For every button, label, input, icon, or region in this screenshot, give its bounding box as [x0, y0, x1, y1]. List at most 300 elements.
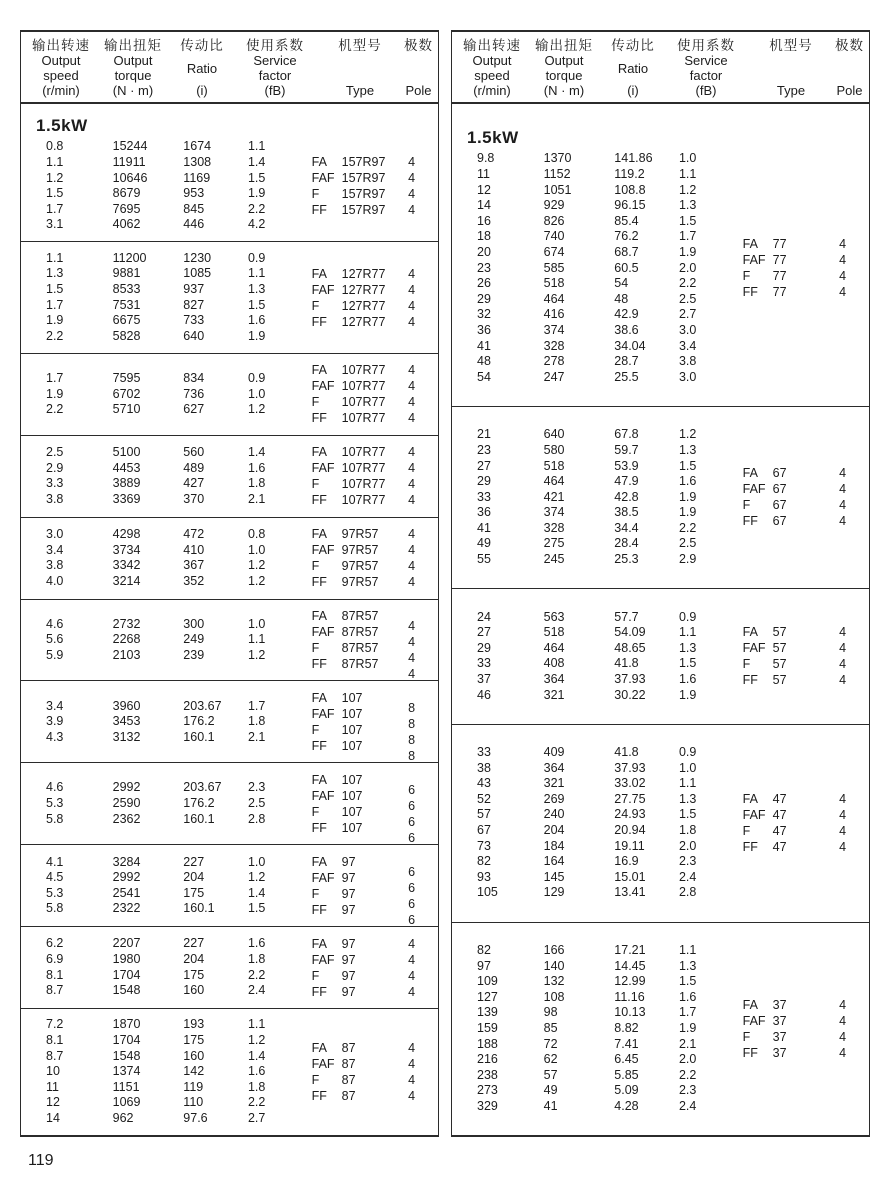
- type-value: [743, 624, 840, 640]
- type-prefix: FF: [311, 314, 327, 329]
- output-torque-value: 2590: [112, 796, 141, 810]
- output-torque-value: 1980: [112, 951, 141, 966]
- specs-table-left: [20, 30, 439, 1137]
- ratio-value: 20.94: [614, 823, 646, 838]
- output-speed-value: 36: [477, 323, 491, 337]
- ratio-value: 37.93: [614, 760, 646, 775]
- type-model: 57: [772, 641, 787, 656]
- type-model: 97: [341, 984, 356, 999]
- torque-column: [113, 780, 184, 827]
- type-value: [312, 936, 409, 952]
- type-column: [312, 936, 409, 1000]
- output-speed-value: 159: [477, 1020, 498, 1035]
- service-factor-value: 1.5: [247, 297, 266, 312]
- service-factor-value: 2.2: [678, 276, 697, 291]
- type-value: [312, 738, 409, 754]
- type-prefix: FF: [311, 657, 327, 672]
- spec-group: [21, 844, 438, 926]
- ratio-value: 25.3: [614, 552, 639, 567]
- type-model: 97: [341, 854, 356, 869]
- output-speed-value: 82: [477, 854, 491, 869]
- output-speed-value: 7.2: [46, 1017, 64, 1032]
- service-factor-value: 1.3: [247, 282, 266, 297]
- header-service-en1: Service: [253, 53, 297, 68]
- ratio-column: [614, 745, 679, 901]
- ratio-value: 160: [183, 1048, 205, 1063]
- service-factor-value: 2.4: [678, 869, 697, 884]
- output-speed-value: 3.3: [46, 476, 64, 491]
- output-torque-value: 2992: [112, 780, 141, 795]
- service-factor-value: 1.6: [247, 313, 266, 328]
- header-service-factor: [664, 38, 748, 98]
- ratio-value: 57.7: [614, 609, 639, 624]
- ratio-value: 96.15: [614, 198, 646, 213]
- service-factor-value: 2.0: [678, 838, 697, 853]
- output-speed-value: 54: [477, 369, 491, 384]
- pole-value: 4: [408, 493, 416, 508]
- fb-column: [248, 617, 312, 664]
- service-factor-value: 1.8: [247, 476, 266, 491]
- type-model: 87: [341, 1041, 356, 1056]
- header-ratio-zh: 传动比: [180, 38, 224, 53]
- service-factor-value: 1.6: [678, 671, 697, 686]
- pole-value: 4: [839, 792, 847, 807]
- output-torque-value: 8679: [112, 186, 141, 201]
- service-factor-value: 1.3: [678, 442, 697, 457]
- output-speed-value: 12: [46, 1095, 60, 1110]
- speed-column: [46, 855, 113, 917]
- output-speed-value: 1.3: [46, 266, 64, 281]
- type-prefix: FF: [742, 840, 758, 855]
- ratio-value: 834: [183, 370, 205, 385]
- service-factor-value: 2.2: [247, 201, 266, 216]
- ratio-value: 627: [183, 402, 205, 417]
- output-torque-value: 8533: [112, 282, 141, 297]
- output-speed-value: 5.6: [46, 632, 64, 647]
- output-torque-value: 518: [543, 276, 565, 291]
- service-factor-value: 1.1: [678, 776, 697, 791]
- header-service-unit: (fB): [264, 83, 286, 98]
- pole-value: 6: [408, 912, 416, 927]
- pole-value: 6: [408, 880, 416, 895]
- ratio-value: 28.7: [614, 354, 639, 369]
- service-factor-value: 2.5: [247, 796, 266, 810]
- ratio-value: 33.02: [614, 776, 646, 791]
- type-value: [312, 314, 409, 330]
- output-speed-value: 11: [46, 1079, 59, 1094]
- speed-column: [477, 745, 544, 901]
- type-model: 107R77: [341, 411, 386, 426]
- service-factor-value: 1.1: [678, 625, 697, 640]
- pole-value: 4: [839, 808, 847, 823]
- output-speed-value: 3.1: [46, 217, 64, 232]
- output-torque-value: 421: [543, 489, 565, 504]
- type-column: [312, 362, 409, 426]
- service-factor-value: 1.8: [247, 714, 266, 729]
- type-prefix: FF: [311, 738, 327, 753]
- type-model: 107: [341, 722, 363, 737]
- output-speed-value: 216: [477, 1052, 498, 1067]
- type-value: [312, 706, 409, 722]
- output-speed-value: 29: [477, 291, 491, 306]
- header-ratio: [171, 38, 233, 98]
- header-speed-en2: speed: [474, 68, 510, 83]
- output-torque-value: 108: [543, 989, 565, 1004]
- output-speed-value: 48: [477, 354, 491, 369]
- type-model: 57: [772, 673, 787, 688]
- spec-group: [21, 762, 438, 844]
- type-model: 97: [341, 968, 356, 983]
- output-speed-value: 27: [477, 458, 491, 473]
- type-prefix: F: [311, 968, 320, 983]
- type-prefix: FAF: [742, 482, 766, 497]
- output-torque-value: 4298: [112, 526, 141, 541]
- pole-value: 8: [408, 700, 416, 715]
- type-value: [312, 574, 409, 590]
- header-type-zh: 机型号: [769, 38, 813, 53]
- pole-column: [408, 526, 438, 590]
- output-speed-value: 8.7: [46, 1048, 64, 1063]
- type-value: [312, 984, 409, 1000]
- type-model: 107: [341, 690, 363, 705]
- header-output-torque: [526, 38, 602, 98]
- output-torque-value: 85: [543, 1020, 558, 1035]
- service-factor-value: 1.4: [247, 445, 266, 460]
- type-prefix: FA: [742, 237, 758, 252]
- header-speed-en1: Output: [41, 53, 81, 68]
- type-model: 67: [772, 498, 787, 513]
- type-prefix: FAF: [311, 952, 335, 967]
- output-torque-value: 166: [543, 942, 565, 957]
- type-value: [743, 1029, 840, 1045]
- type-model: 87R57: [341, 657, 379, 672]
- output-torque-value: 5828: [112, 328, 141, 343]
- header-output-speed: [27, 38, 95, 98]
- header-pole: [834, 38, 865, 98]
- type-prefix: FAF: [311, 1057, 335, 1072]
- power-rating-label: 1.5kW: [467, 128, 519, 148]
- output-torque-value: 1374: [112, 1064, 141, 1079]
- type-prefix: F: [742, 657, 751, 672]
- type-value: [312, 772, 409, 788]
- pole-value: 4: [408, 461, 416, 476]
- type-value: [312, 1040, 409, 1056]
- header-type: [317, 38, 403, 98]
- header-torque-en1: Output: [544, 53, 584, 68]
- output-torque-value: 1704: [112, 1033, 141, 1048]
- ratio-value: 27.75: [614, 791, 646, 806]
- ratio-value: 427: [183, 476, 205, 491]
- type-value: [743, 839, 840, 855]
- ratio-value: 227: [183, 936, 205, 951]
- service-factor-value: 1.8: [247, 1079, 266, 1094]
- output-torque-value: 3132: [112, 729, 141, 744]
- type-column: [312, 154, 409, 218]
- pole-value: 4: [408, 1089, 416, 1104]
- header-output-speed: [458, 38, 526, 98]
- output-speed-value: 2.9: [46, 460, 64, 475]
- ratio-value: 352: [183, 573, 205, 588]
- speed-column: [46, 139, 113, 233]
- ratio-value: 14.45: [614, 958, 646, 973]
- service-factor-value: 1.4: [247, 1048, 266, 1063]
- type-value: [312, 854, 409, 870]
- pole-value: 4: [408, 445, 416, 460]
- type-column: [312, 608, 409, 672]
- pole-value: 4: [839, 824, 847, 839]
- ratio-column: [183, 855, 248, 917]
- type-value: [743, 823, 840, 839]
- ratio-column: [183, 699, 248, 746]
- service-factor-value: 2.1: [247, 729, 266, 744]
- output-speed-value: 238: [477, 1067, 498, 1082]
- output-torque-value: 321: [543, 776, 565, 791]
- spec-group-body: [21, 772, 438, 845]
- torque-column: [113, 936, 184, 998]
- output-speed-value: 41: [477, 520, 491, 535]
- output-speed-value: 36: [477, 505, 491, 520]
- spec-group: [452, 724, 869, 922]
- type-column: [312, 772, 409, 836]
- type-column: [743, 624, 840, 688]
- output-torque-value: 4062: [112, 217, 141, 232]
- type-value: [312, 640, 409, 656]
- type-model: 77: [772, 237, 787, 252]
- type-model: 97: [341, 936, 356, 951]
- output-speed-value: 10: [46, 1064, 60, 1079]
- type-value: [743, 1045, 840, 1061]
- pole-column: [408, 864, 438, 928]
- output-torque-value: 740: [543, 229, 565, 244]
- service-factor-value: 4.2: [247, 217, 266, 232]
- ratio-value: 7.41: [614, 1036, 639, 1051]
- type-prefix: FF: [742, 1045, 758, 1060]
- pole-value: 4: [839, 1013, 847, 1028]
- output-torque-value: 140: [543, 958, 565, 973]
- type-value: [312, 282, 409, 298]
- output-torque-value: 962: [112, 1111, 134, 1126]
- output-torque-value: 98: [543, 1005, 558, 1020]
- pole-value: 4: [408, 651, 416, 666]
- service-factor-value: 3.0: [678, 323, 697, 337]
- output-speed-value: 3.0: [46, 526, 64, 541]
- type-value: [312, 690, 409, 706]
- spec-group: [21, 1008, 438, 1135]
- output-speed-value: 49: [477, 536, 491, 551]
- output-torque-value: 1548: [112, 983, 141, 998]
- output-torque-value: 518: [543, 458, 565, 473]
- pole-column: [839, 236, 869, 300]
- type-prefix: F: [742, 1029, 751, 1044]
- type-model: 157R97: [341, 187, 386, 202]
- ratio-value: 176.2: [183, 714, 215, 729]
- service-factor-value: 1.9: [678, 489, 697, 504]
- pole-value: 4: [839, 269, 847, 284]
- service-factor-value: 3.0: [678, 369, 697, 384]
- type-value: [312, 542, 409, 558]
- ratio-value: 367: [183, 558, 205, 573]
- service-factor-value: 1.7: [247, 698, 266, 713]
- ratio-value: 160: [183, 983, 205, 998]
- ratio-value: 67.8: [614, 427, 639, 442]
- service-factor-value: 2.3: [247, 780, 266, 795]
- pole-value: 6: [408, 798, 416, 813]
- type-model: 107: [341, 788, 363, 803]
- type-value: [312, 820, 409, 836]
- ratio-value: 193: [183, 1017, 205, 1032]
- ratio-value: 108.8: [614, 182, 646, 197]
- type-column: [312, 1040, 409, 1104]
- pole-value: 6: [408, 814, 416, 829]
- pole-value: 4: [408, 527, 416, 542]
- pole-value: 4: [408, 266, 416, 281]
- output-speed-value: 8.1: [46, 967, 64, 982]
- pole-value: 4: [408, 667, 416, 682]
- header-torque-zh: 输出扭矩: [535, 38, 593, 53]
- type-model: 87R57: [341, 641, 379, 656]
- torque-column: [544, 745, 615, 901]
- pole-value: 4: [408, 984, 416, 999]
- output-torque-value: 7595: [112, 370, 141, 385]
- service-factor-value: 1.7: [678, 1005, 697, 1020]
- header-pole-en: Pole: [405, 83, 432, 98]
- output-speed-value: 3.9: [46, 714, 64, 729]
- header-service-zh: 使用系数: [246, 38, 304, 53]
- service-factor-value: 1.2: [247, 402, 266, 417]
- pole-value: 4: [408, 203, 416, 218]
- output-speed-value: 33: [477, 656, 491, 671]
- pole-column: [839, 465, 869, 529]
- fb-column: [679, 151, 743, 385]
- output-speed-value: 33: [477, 489, 491, 504]
- type-model: 37: [772, 997, 787, 1012]
- pole-value: 4: [408, 379, 416, 394]
- output-torque-value: 5100: [112, 445, 141, 460]
- type-model: 87: [341, 1057, 356, 1072]
- output-torque-value: 10646: [112, 170, 148, 185]
- ratio-value: 38.6: [614, 323, 639, 337]
- output-speed-value: 32: [477, 307, 491, 322]
- service-factor-value: 1.9: [678, 1020, 697, 1035]
- output-torque-value: 328: [543, 520, 565, 535]
- service-factor-value: 1.1: [678, 942, 697, 957]
- output-speed-value: 24: [477, 609, 491, 624]
- ratio-column: [183, 527, 248, 589]
- pole-value: 4: [408, 171, 416, 186]
- header-ratio: [602, 38, 664, 98]
- speed-column: [477, 943, 544, 1115]
- header-service-zh: 使用系数: [677, 38, 735, 53]
- type-value: [743, 236, 840, 252]
- output-torque-value: 11200: [112, 250, 147, 265]
- fb-column: [248, 936, 312, 998]
- ratio-value: 1169: [183, 170, 211, 185]
- pole-column: [408, 1040, 438, 1104]
- service-factor-value: 1.2: [247, 1033, 266, 1048]
- output-torque-value: 409: [543, 745, 565, 760]
- pole-value: 4: [408, 187, 416, 202]
- ratio-column: [614, 151, 679, 385]
- type-prefix: FAF: [311, 461, 335, 476]
- spec-group: [21, 680, 438, 762]
- type-column: [312, 444, 409, 508]
- pole-value: 4: [839, 840, 847, 855]
- output-torque-value: 72: [543, 1036, 558, 1051]
- pole-value: 4: [839, 466, 847, 481]
- pole-value: 4: [839, 641, 847, 656]
- pole-value: 4: [839, 673, 847, 688]
- pole-value: 4: [839, 997, 847, 1012]
- type-prefix: FAF: [311, 543, 335, 558]
- fb-column: [248, 855, 312, 917]
- type-model: 127R77: [341, 314, 386, 329]
- output-torque-value: 464: [543, 291, 565, 306]
- type-value: [312, 202, 409, 218]
- output-torque-value: 41: [543, 1098, 558, 1113]
- type-value: [312, 298, 409, 314]
- output-torque-value: 7531: [112, 297, 141, 312]
- specs-table-right: [451, 30, 870, 1137]
- type-value: [312, 968, 409, 984]
- header-service-en2: factor: [689, 68, 723, 83]
- type-prefix: FF: [311, 411, 327, 426]
- type-model: 157R97: [341, 155, 386, 170]
- ratio-column: [614, 427, 679, 567]
- type-column: [312, 266, 409, 330]
- service-factor-value: 2.4: [678, 1098, 697, 1113]
- torque-column: [544, 610, 615, 704]
- torque-column: [113, 527, 184, 589]
- output-speed-value: 1.5: [46, 282, 64, 297]
- pole-column: [839, 791, 869, 855]
- ratio-column: [183, 780, 248, 827]
- output-speed-value: 4.1: [46, 854, 64, 869]
- output-speed-value: 3.8: [46, 558, 64, 573]
- speed-column: [46, 251, 113, 345]
- type-prefix: FAF: [311, 379, 335, 394]
- output-speed-value: 0.8: [46, 139, 64, 154]
- type-prefix: F: [311, 187, 320, 202]
- type-model: 107R77: [341, 379, 386, 394]
- type-model: 67: [772, 466, 787, 481]
- header-type-en: Type: [345, 83, 375, 98]
- header-pole-zh: 极数: [835, 38, 864, 53]
- type-model: 87: [341, 1089, 356, 1104]
- spec-group-body: [452, 151, 869, 385]
- type-prefix: FA: [311, 155, 327, 170]
- ratio-value: 11.16: [614, 989, 645, 1004]
- ratio-value: 733: [183, 313, 205, 328]
- ratio-value: 410: [183, 542, 205, 557]
- pole-value: 4: [839, 498, 847, 513]
- header-torque-unit: (N · m): [112, 83, 154, 98]
- type-prefix: FAF: [742, 808, 766, 823]
- output-speed-value: 4.5: [46, 870, 64, 885]
- output-speed-value: 52: [477, 791, 491, 806]
- type-prefix: F: [311, 298, 320, 313]
- fb-column: [248, 780, 312, 827]
- pole-value: 4: [408, 635, 416, 650]
- output-torque-value: 3889: [112, 476, 141, 491]
- ratio-column: [183, 445, 248, 507]
- table-body-right: [452, 104, 869, 1135]
- output-speed-value: 109: [477, 974, 498, 989]
- output-torque-value: 374: [543, 505, 565, 520]
- spec-group-body: [21, 854, 438, 927]
- ratio-value: 953: [183, 186, 205, 201]
- type-value: [743, 807, 840, 823]
- spec-group: [21, 353, 438, 435]
